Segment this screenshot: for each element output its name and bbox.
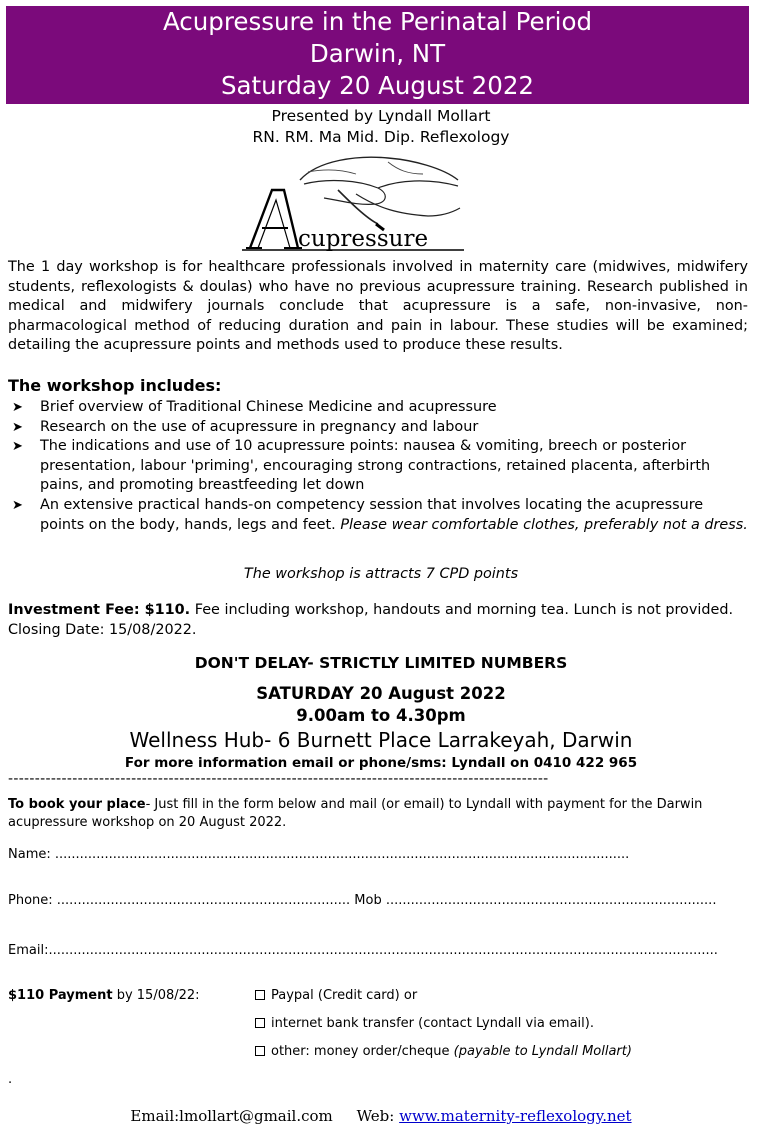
checkbox-icon[interactable] xyxy=(255,990,265,1000)
booking-text: - Just fill in the form below and mail (or email) to Lyndall with payment for the Darwin acupressure workshop on 20 August 2022. xyxy=(8,797,703,830)
fee-label: Investment Fee: $110. xyxy=(8,602,191,618)
payment-option-paypal[interactable]: Paypal (Credit card) or xyxy=(255,988,417,1003)
checkbox-icon[interactable] xyxy=(255,1046,265,1056)
list-item: ➤ Research on the use of acupressure in pregnancy and labour xyxy=(8,418,748,438)
presenter-credentials: RN. RM. Ma Mid. Dip. Reflexology xyxy=(252,128,510,146)
booking-instructions xyxy=(8,796,748,832)
arrow-bullet-icon: ➤ xyxy=(12,439,23,455)
title-banner xyxy=(6,6,749,104)
acupressure-logo xyxy=(238,150,468,254)
list-item: ➤ Brief overview of Traditional Chinese Medicine and acupressure xyxy=(8,398,748,418)
footer-web-label: Web: xyxy=(356,1107,395,1125)
includes-heading: The workshop includes: xyxy=(8,376,222,395)
investment-fee xyxy=(8,600,748,640)
clothing-note: Please wear comfortable clothes, preferably not a dress. xyxy=(340,516,748,533)
booking-label: To book your place xyxy=(8,797,146,812)
arrow-bullet-icon: ➤ xyxy=(12,400,23,415)
event-time: 9.00am to 4.30pm xyxy=(296,706,466,725)
presenter-block xyxy=(0,106,762,148)
payment-option-bank[interactable]: internet bank transfer (contact Lyndall via email). xyxy=(255,1016,594,1031)
payment-option-other[interactable]: other: money order/cheque (payable to Lyndall Mollart) xyxy=(255,1044,632,1059)
stray-dot: . xyxy=(8,1072,13,1087)
includes-list xyxy=(8,398,748,535)
banner-title: Acupressure in the Perinatal Period xyxy=(162,7,593,36)
fee-text: Fee including workshop, handouts and morning tea. Lunch is not provided. Closing Date: 15/08/2022. xyxy=(8,602,734,638)
logo-text: cupressure xyxy=(298,226,429,252)
arrow-bullet-icon: ➤ xyxy=(12,497,23,513)
list-item: ➤ The indications and use of 10 acupressure points: nausea & vomiting, breech or posterior presentation, labour 'priming', encouraging strong contractions, retained placenta, afterbirth pains, and promoting breastfeeding let down xyxy=(12,438,711,494)
name-field[interactable]: Name: ........................................................................................................................................... xyxy=(8,847,630,862)
email-field[interactable]: Email:.................................................................................................................................................................. xyxy=(8,943,718,958)
event-datetime xyxy=(0,683,762,727)
hand-icon xyxy=(238,150,468,254)
contact-info: For more information email or phone/sms: Lyndall on 0410 422 965 xyxy=(124,755,638,771)
arrow-bullet-icon: ➤ xyxy=(12,419,23,435)
event-date: SATURDAY 20 August 2022 xyxy=(256,684,506,703)
website-link[interactable]: www.maternity-reflexology.net xyxy=(399,1107,632,1125)
checkbox-icon[interactable] xyxy=(255,1018,265,1028)
presenter-name: Presented by Lyndall Mollart xyxy=(271,107,491,125)
footer xyxy=(0,1107,762,1125)
event-venue: Wellness Hub- 6 Burnett Place Larrakeyah, Darwin xyxy=(129,728,633,752)
intro-paragraph: The 1 day workshop is for healthcare professionals involved in maternity care (midwives, midwifery students, reflexologists & doulas) who have no previous acupressure training. Research published in medical and midwifery journals conclude that acupressure is a safe, non-invasive, non-pharmacological method of reducing duration and pain in labour. These studies will be examined; detailing the acupressure points and methods used to produce these results. xyxy=(8,259,748,354)
footer-email: Email:lmollart@gmail.com xyxy=(130,1107,333,1125)
limited-numbers-notice: DON'T DELAY- STRICTLY LIMITED NUMBERS xyxy=(194,654,568,672)
phone-field[interactable]: Phone: ....................................................................... Mob ................................................................................ xyxy=(8,893,717,908)
cut-line: ----------------------------------------------------------------------------------------------------- xyxy=(8,771,549,787)
cpd-points: The workshop is attracts 7 CPD points xyxy=(243,566,519,582)
banner-date: Saturday 20 August 2022 xyxy=(220,71,535,100)
payment-label: $110 Payment by 15/08/22: xyxy=(8,988,200,1003)
banner-location: Darwin, NT xyxy=(309,39,446,68)
list-item: ➤ An extensive practical hands-on competency session that involves locating the acupressure points on the body, hands, legs and feet. Please wear comfortable clothes, preferably not a dress. xyxy=(12,496,748,533)
